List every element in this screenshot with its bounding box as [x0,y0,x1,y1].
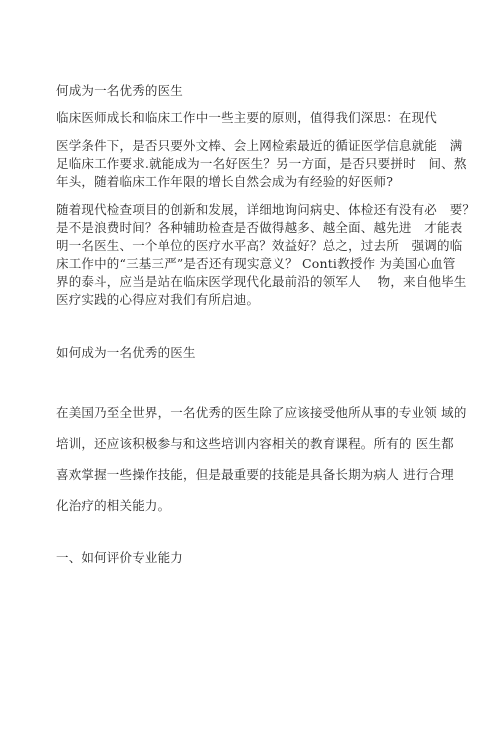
paragraph-3 [56,397,467,521]
paragraph-1 [56,137,467,191]
document-title: 何成为一名优秀的医生 [56,83,184,98]
subsection-heading: 一、如何评价专业能力 [56,550,184,565]
section-heading: 如何成为一名优秀的医生 [56,345,196,360]
paragraph-3-line: 在美国乃至全世界，一名优秀的医生除了应该接受他所从事的专业领 域的 [56,405,467,420]
paragraph-1-line: 足临床工作要求.就能成为一名好医生？另一方面，是否只要拼时 间、熬 [56,156,467,171]
paragraph-1-line: 医学条件下，是否只要外文棒、会上网检索最近的循证医学信息就能 满 [56,138,463,153]
paragraph-2 [56,201,476,309]
paragraph-2-line: 明一名医生、一个单位的医疗水平高？效益好？总之，过去所 强调的临 [56,238,463,253]
paragraph-2-line: 随着现代检查项目的创新和发展，详细地询问病史、体检还有没有必 要？ [56,202,476,217]
paragraph-3-line: 化治疗的相关能力。 [56,498,171,513]
paragraph-2-line: 床工作中的“三基三严”是否还有现实意义？ Conti教授作 为美国心血管 [56,256,456,271]
paragraph-1-line: 年头，随着临床工作年限的增长自然会成为有经验的好医师? [56,174,394,189]
paragraph-2-line: 界的泰斗，应当是站在临床医学现代化最前沿的领军人 物，来自他毕生 [56,274,467,289]
paragraph-2-line: 医疗实践的心得应对我们有所启迪。 [56,292,260,307]
paragraph-3-line: 培训，还应该积极参与和这些培训内容相关的教育课程。所有的 医生都 [56,436,454,451]
intro-line: 临床医师成长和临床工作中一些主要的原则，值得我们深思：在现代 [56,110,438,125]
paragraph-3-line: 喜欢掌握一些操作技能，但是最重要的技能是具备长期为病人 进行合理 [56,467,454,482]
paragraph-2-line: 是不是浪费时间？各种辅助检查是否做得越多、越全面、越先进 才能表 [56,220,463,235]
